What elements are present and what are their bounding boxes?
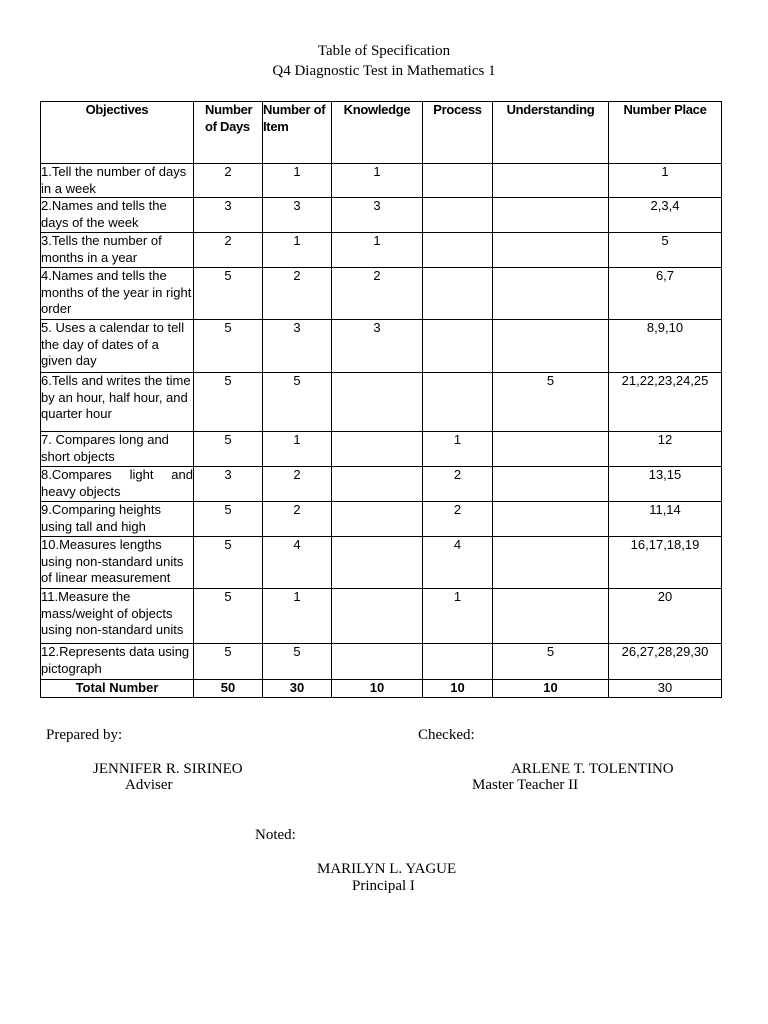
items-cell: 1 [263, 164, 332, 198]
noted-label: Noted: [255, 827, 296, 843]
number-place-cell: 6,7 [609, 268, 722, 320]
number-place-cell: 26,27,28,29,30 [609, 644, 722, 680]
number-place-cell: 5 [609, 233, 722, 268]
noter-name: MARILYN L. YAGUE [317, 861, 457, 877]
days-cell: 5 [194, 537, 263, 589]
items-cell: 3 [263, 320, 332, 373]
table-row [41, 589, 722, 644]
items-cell: 2 [263, 268, 332, 320]
understanding-cell [493, 537, 609, 589]
knowledge-cell [332, 432, 423, 467]
process-cell [423, 198, 493, 233]
items-cell: 3 [263, 198, 332, 233]
header-understanding: Understanding [493, 102, 609, 164]
items-cell: 5 [263, 644, 332, 680]
days-cell: 5 [194, 589, 263, 644]
process-cell: 1 [423, 432, 493, 467]
number-place-cell: 2,3,4 [609, 198, 722, 233]
total-number-place: 30 [609, 680, 722, 698]
total-row [41, 680, 722, 698]
knowledge-cell: 3 [332, 320, 423, 373]
objective-cell: 12.Represents data using pictograph [41, 644, 194, 680]
objective-cell: 8.Compares light and heavy objects [41, 467, 194, 502]
days-cell: 2 [194, 164, 263, 198]
objective-cell: 9.Comparing heights using tall and high [41, 502, 194, 537]
table-row [41, 467, 722, 502]
process-cell [423, 373, 493, 432]
number-place-cell: 16,17,18,19 [609, 537, 722, 589]
understanding-cell [493, 467, 609, 502]
objective-cell: 11.Measure the mass/weight of objects using non-standard units [41, 589, 194, 644]
items-cell: 1 [263, 233, 332, 268]
table-row [41, 537, 722, 589]
process-cell: 4 [423, 537, 493, 589]
items-cell: 2 [263, 467, 332, 502]
items-cell: 2 [263, 502, 332, 537]
total-knowledge: 10 [332, 680, 423, 698]
days-cell: 5 [194, 320, 263, 373]
number-place-cell: 13,15 [609, 467, 722, 502]
header-number-of-item: Number of Item [263, 102, 332, 164]
knowledge-cell: 1 [332, 164, 423, 198]
preparer-role: Adviser [125, 777, 173, 793]
process-cell [423, 268, 493, 320]
document-title: Table of Specification [317, 43, 451, 59]
items-cell: 1 [263, 589, 332, 644]
items-cell: 1 [263, 432, 332, 467]
understanding-cell: 5 [493, 373, 609, 432]
total-days: 50 [194, 680, 263, 698]
table-row [41, 198, 722, 233]
understanding-cell [493, 320, 609, 373]
document-subtitle: Q4 Diagnostic Test in Mathematics 1 [272, 63, 496, 79]
objective-cell: 7. Compares long and short objects [41, 432, 194, 467]
total-label: Total Number [41, 680, 194, 698]
days-cell: 2 [194, 233, 263, 268]
specification-table [40, 101, 722, 698]
days-cell: 5 [194, 268, 263, 320]
header-process: Process [423, 102, 493, 164]
checker-role: Master Teacher II [472, 777, 579, 793]
knowledge-cell [332, 467, 423, 502]
objective-cell: 6.Tells and writes the time by an hour, half hour, and quarter hour [41, 373, 194, 432]
header-objectives: Objectives [41, 102, 194, 164]
process-cell: 2 [423, 467, 493, 502]
knowledge-cell [332, 644, 423, 680]
knowledge-cell [332, 373, 423, 432]
noter-role: Principal I [352, 878, 415, 894]
knowledge-cell [332, 589, 423, 644]
header-knowledge: Knowledge [332, 102, 423, 164]
process-cell: 1 [423, 589, 493, 644]
knowledge-cell: 2 [332, 268, 423, 320]
knowledge-cell: 1 [332, 233, 423, 268]
days-cell: 5 [194, 373, 263, 432]
table-row [41, 644, 722, 680]
objective-cell: 4.Names and tells the months of the year in right order [41, 268, 194, 320]
number-place-cell: 1 [609, 164, 722, 198]
knowledge-cell [332, 502, 423, 537]
understanding-cell [493, 432, 609, 467]
table-row [41, 373, 722, 432]
days-cell: 5 [194, 432, 263, 467]
number-place-cell: 11,14 [609, 502, 722, 537]
number-place-cell: 21,22,23,24,25 [609, 373, 722, 432]
process-cell: 2 [423, 502, 493, 537]
days-cell: 3 [194, 467, 263, 502]
table-row [41, 233, 722, 268]
number-place-cell: 20 [609, 589, 722, 644]
objective-cell: 1.Tell the number of days in a week [41, 164, 194, 198]
table-header-row [41, 102, 722, 164]
understanding-cell [493, 268, 609, 320]
understanding-cell [493, 502, 609, 537]
knowledge-cell [332, 537, 423, 589]
total-process: 10 [423, 680, 493, 698]
understanding-cell [493, 589, 609, 644]
prepared-by-label: Prepared by: [46, 727, 123, 743]
process-cell [423, 164, 493, 198]
total-understanding: 10 [493, 680, 609, 698]
preparer-name: JENNIFER R. SIRINEO [93, 761, 243, 777]
days-cell: 5 [194, 644, 263, 680]
checker-name: ARLENE T. TOLENTINO [511, 761, 674, 777]
days-cell: 3 [194, 198, 263, 233]
objective-cell: 5. Uses a calendar to tell the day of dates of a given day [41, 320, 194, 373]
understanding-cell [493, 198, 609, 233]
number-place-cell: 12 [609, 432, 722, 467]
checked-label: Checked: [418, 727, 475, 743]
process-cell [423, 320, 493, 373]
objective-cell: 3.Tells the number of months in a year [41, 233, 194, 268]
number-place-cell: 8,9,10 [609, 320, 722, 373]
items-cell: 5 [263, 373, 332, 432]
total-items: 30 [263, 680, 332, 698]
process-cell [423, 233, 493, 268]
header-number-place: Number Place [609, 102, 722, 164]
table-row [41, 502, 722, 537]
understanding-cell [493, 164, 609, 198]
objective-cell: 2.Names and tells the days of the week [41, 198, 194, 233]
table-row [41, 432, 722, 467]
days-cell: 5 [194, 502, 263, 537]
knowledge-cell: 3 [332, 198, 423, 233]
objective-cell: 10.Measures lengths using non-standard units of linear measurement [41, 537, 194, 589]
items-cell: 4 [263, 537, 332, 589]
table-row [41, 268, 722, 320]
process-cell [423, 644, 493, 680]
header-number-of-days: Number of Days [194, 102, 263, 164]
table-row [41, 320, 722, 373]
understanding-cell [493, 233, 609, 268]
understanding-cell: 5 [493, 644, 609, 680]
table-row [41, 164, 722, 198]
